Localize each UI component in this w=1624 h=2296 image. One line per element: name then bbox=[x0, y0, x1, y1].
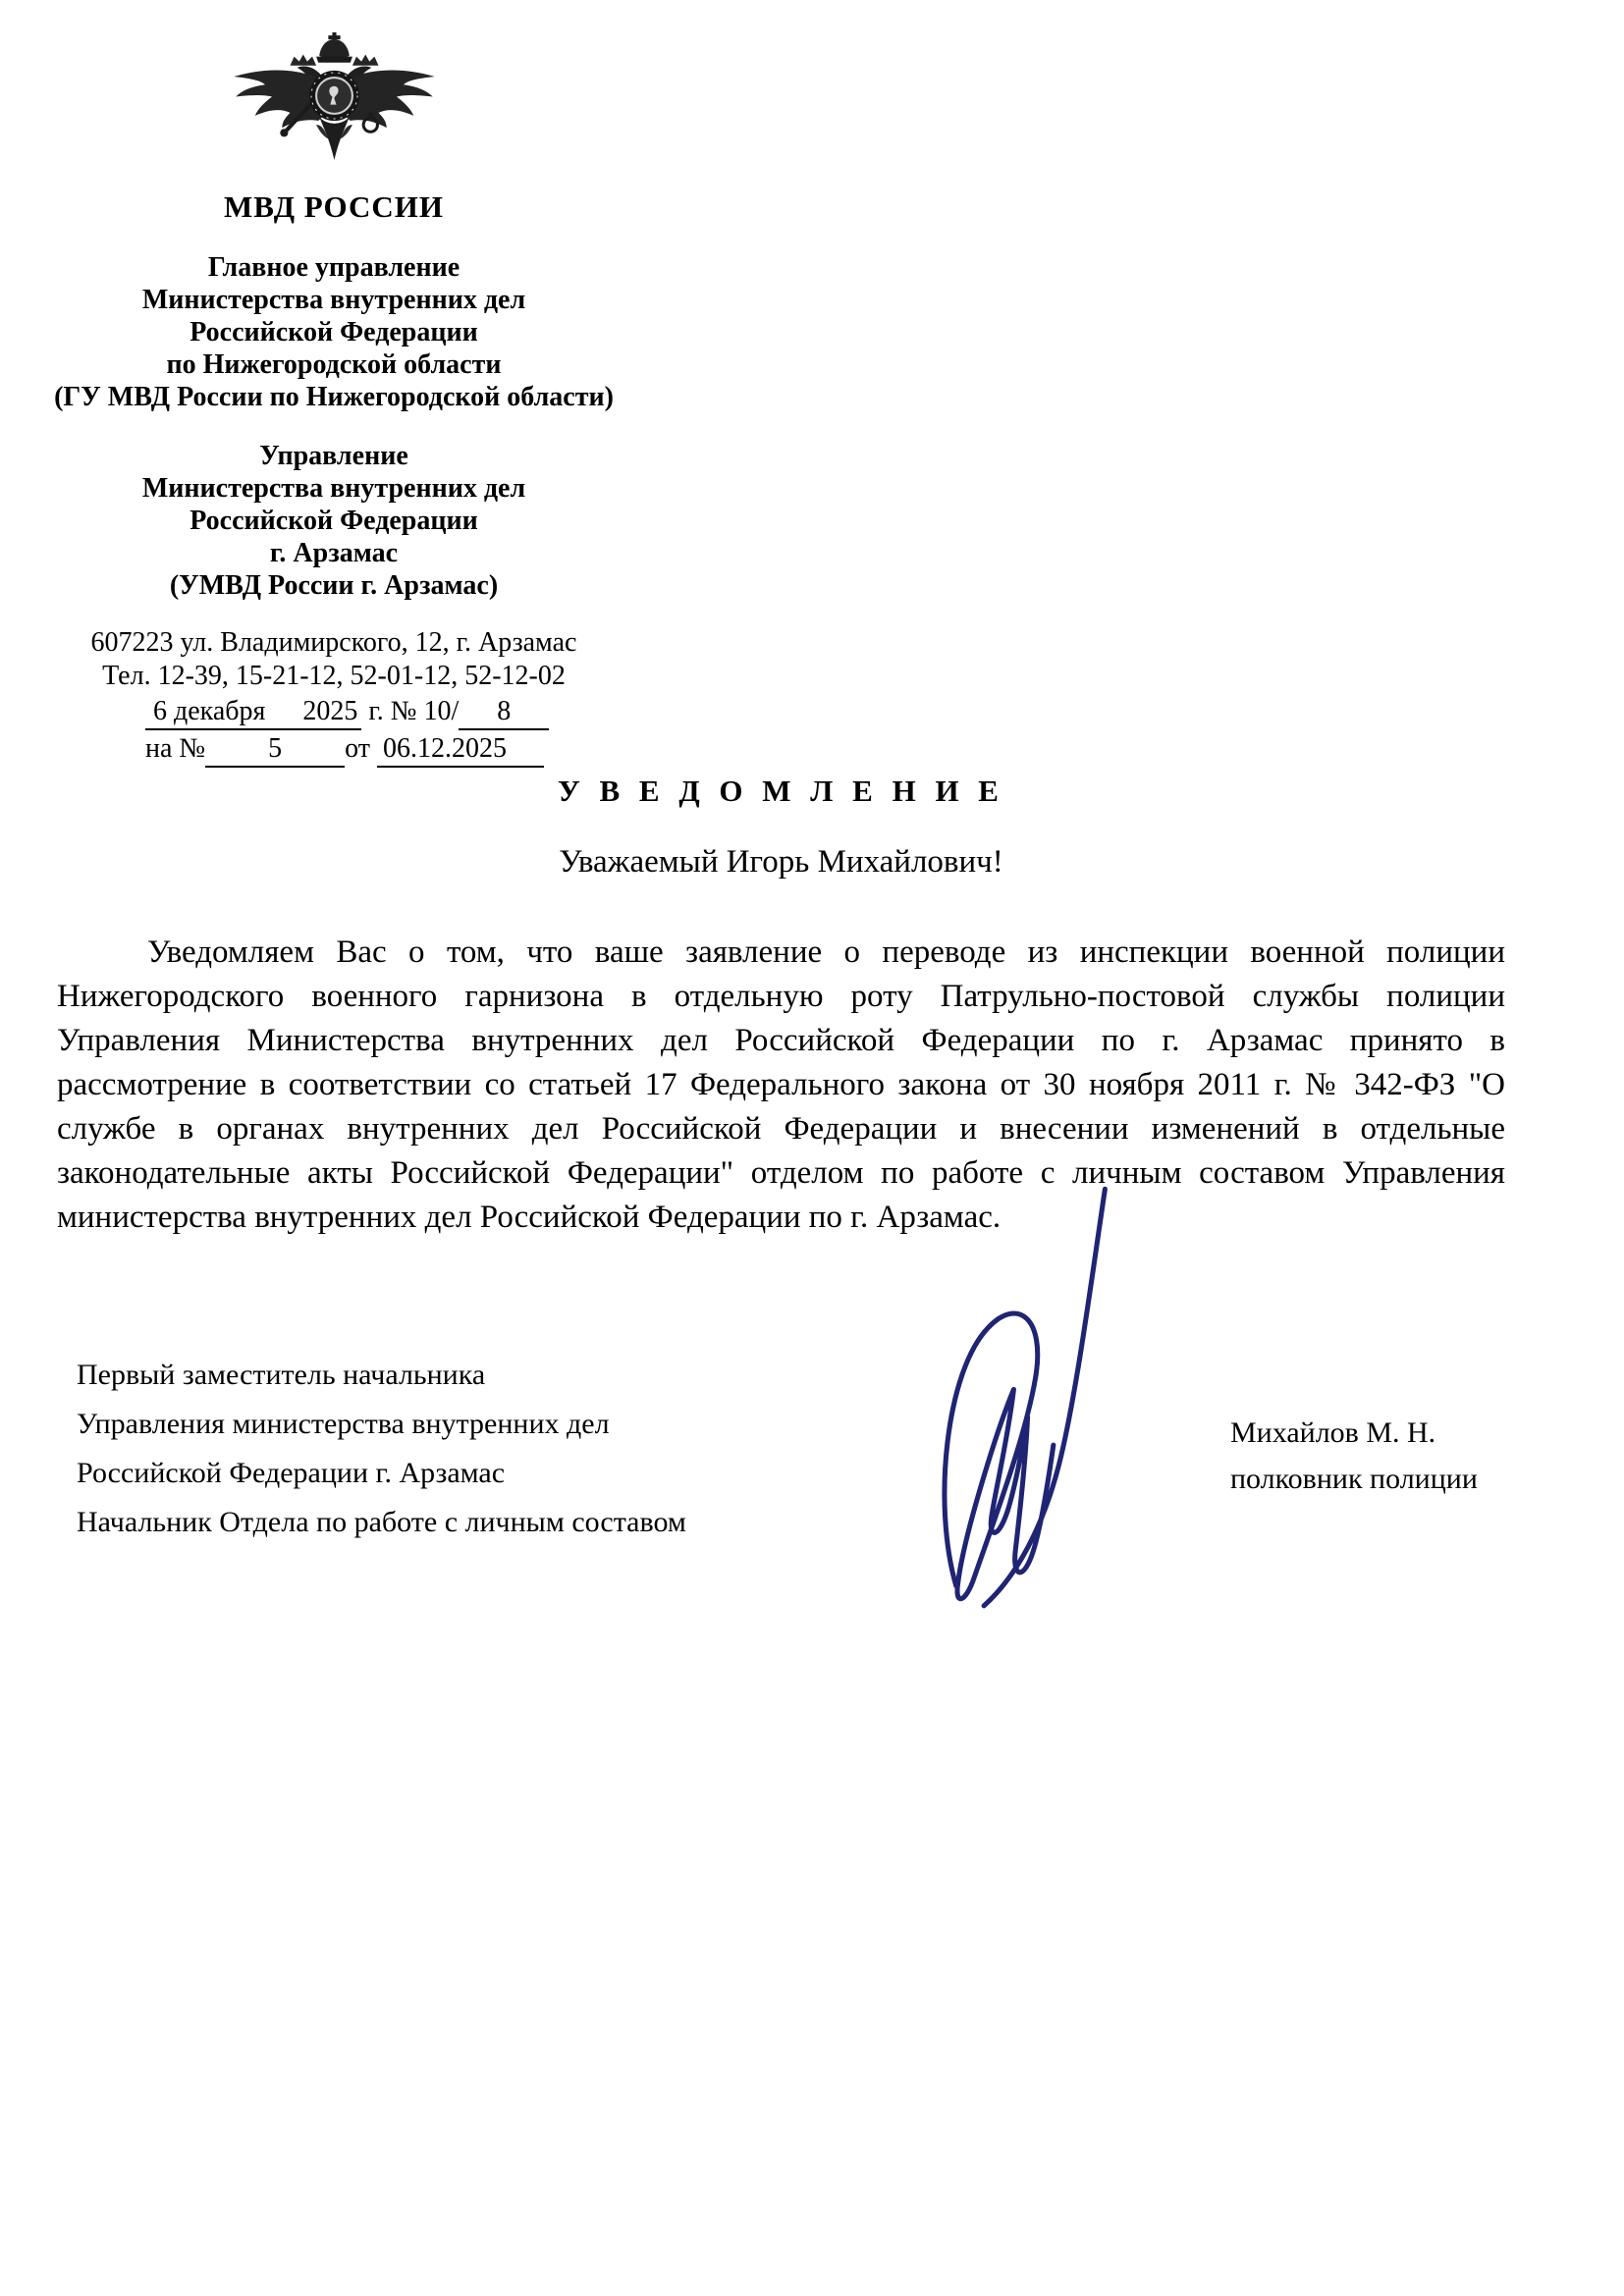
field-ref-number: 5 bbox=[205, 732, 345, 768]
signer-position-block bbox=[77, 1351, 686, 1547]
letterhead bbox=[29, 31, 638, 768]
org-line: Управление bbox=[259, 441, 408, 471]
body-paragraph: Уведомляем Вас о том, что ваше заявление о переводе из инспекции военной полиции Нижегородского военного гарнизона в отдельную роту Патрульно-постовой службы полиции Управления Министерства внутренних дел Российской Федерации по г. Арзамас принято в рассмотрение в соответствии со статьей 17 Федерального закона от 30 ноября 2011 г. № 342-ФЗ "О службе в органах внутренних дел Российской Федерации и внесении изменений в отдельные законодательные акты Российской Федерации" отделом по работе с личным составом Управления министерства внутренних дел Российской Федерации по г. Арзамас. bbox=[57, 934, 1505, 1235]
doc-number-prefix: г. № 10/ bbox=[368, 696, 460, 726]
signer-name-block bbox=[1230, 1410, 1478, 1502]
document-title: У В Е Д О М Л Е Н И Е bbox=[558, 774, 1004, 808]
org-line: Министерства внутренних дел bbox=[141, 473, 526, 504]
address-block bbox=[29, 626, 638, 693]
parent-org-line: Российской Федерации bbox=[189, 317, 478, 347]
org-line: (УМВД России г. Арзамас) bbox=[169, 570, 499, 601]
parent-org-block bbox=[29, 251, 638, 413]
org-line: г. Арзамас bbox=[269, 538, 399, 568]
parent-org-line: по Нижегородской области bbox=[166, 349, 502, 380]
signer-name: Михайлов М. Н. bbox=[1230, 1416, 1436, 1449]
org-title: МВД РОССИИ bbox=[223, 189, 445, 224]
org-line: Российской Федерации bbox=[189, 506, 478, 536]
field-day-month: 6 декабря bbox=[145, 695, 298, 730]
signer-position-line: Российской Федерации г. Арзамас bbox=[77, 1457, 506, 1489]
reference-line bbox=[29, 732, 638, 768]
signer-position-line: Управления министерства внутренних дел bbox=[77, 1408, 610, 1440]
parent-org-line: Главное управление bbox=[207, 252, 460, 283]
signer-position-line: Первый заместитель начальника bbox=[77, 1359, 486, 1391]
field-doc-number: 8 bbox=[459, 695, 549, 730]
salutation: Уважаемый Игорь Михайлович! bbox=[559, 844, 1003, 880]
parent-org-line: Министерства внутренних дел bbox=[141, 285, 526, 315]
signer-rank: полковник полиции bbox=[1230, 1463, 1478, 1495]
handwritten-signature bbox=[921, 1161, 1122, 1623]
field-ref-date: 06.12.2025 bbox=[377, 732, 544, 768]
ref-ot: от bbox=[345, 733, 371, 764]
ref-prefix: на № bbox=[145, 733, 206, 764]
phone-numbers: Тел. 12-39, 15-21-12, 52-01-12, 52-12-02 bbox=[102, 661, 566, 691]
mvd-emblem-icon bbox=[224, 31, 445, 164]
date-number-line bbox=[29, 695, 638, 730]
org-block bbox=[29, 440, 638, 602]
field-year: 2025 bbox=[298, 695, 361, 730]
parent-org-line: (ГУ МВД России по Нижегородской области) bbox=[54, 382, 614, 412]
signer-position-line: Начальник Отдела по работе с личным составом bbox=[77, 1506, 686, 1538]
postal-address: 607223 ул. Владимирского, 12, г. Арзамас bbox=[90, 627, 577, 658]
